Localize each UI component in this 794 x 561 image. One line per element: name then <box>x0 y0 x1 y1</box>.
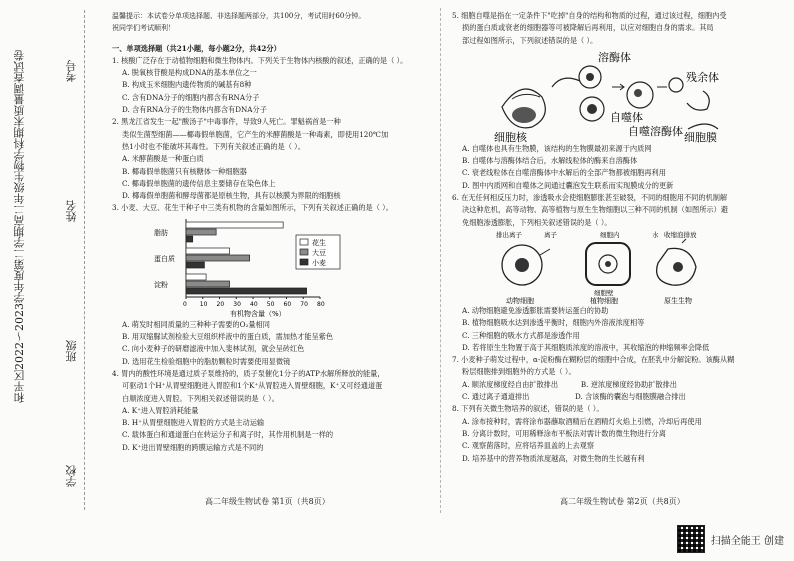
x-tick-label: 20 <box>216 300 225 308</box>
section-heading: 一、单项选择题（共21小题，每小题2分，共42分） <box>112 43 281 53</box>
q4-option-b: B. H⁺从胃壁细胞进入胃腔的方式是主动运输 <box>122 418 265 428</box>
label-vacuole-discharge: 收缩泡排放 <box>664 230 697 239</box>
q8-option-a: A. 涂布接种时，需将涂布器蘸取酒精后在酒精灯火焰上引燃，冷却后再使用 <box>462 416 702 426</box>
bar-花生 <box>186 274 206 280</box>
q8-stem: 8. 下列有关微生物培养的叙述，错误的是（ ）。 <box>452 404 604 414</box>
page-divider <box>440 8 441 513</box>
q3-option-c: C. 向小麦种子的研磨滤液中加入斐林试剂，就会呈砖红色 <box>122 344 305 354</box>
notice-line-1: 温馨提示：本试卷分单项选择题、非选择题两部分，共100分，考试用时60分钟。 <box>112 12 366 20</box>
q6-stem-3: 免细胞渗透膨胀，下列相关叙述错误的是（ ）。 <box>462 217 612 227</box>
q5-option-d: D. 图中内质网和自噬体之间通过囊泡发生联系而实现膜成分的更新 <box>462 180 674 190</box>
q5-option-a: A. 自噬体也具有生物膜，该结构的生物膜最初来源于内质网 <box>462 143 652 153</box>
label-inside-cell: 细胞内 <box>600 230 620 239</box>
bar-花生 <box>186 248 230 254</box>
q1-option-a: A. 脱氧核苷酸是构成DNA的基本单位之一 <box>122 68 257 78</box>
legend-swatch <box>300 249 308 255</box>
class-label: 班级 <box>65 340 78 362</box>
q7-options-cd: C. 通过离子通道排出 D. 含该酶的囊泡与细胞膜融合排出 <box>462 392 686 402</box>
label-expel-ions: 排出离子 <box>496 230 522 239</box>
question-7 <box>452 354 787 403</box>
label-autophagosome: 自噬体 <box>610 110 643 124</box>
page-2 <box>452 10 787 465</box>
page-1 <box>112 10 430 454</box>
caption-plant-cell: 植物细胞 <box>590 296 618 305</box>
exam-no-label: 考号 <box>65 60 78 82</box>
school-label: 学校 <box>65 465 78 487</box>
q6-option-d: D. 若将原生生物置于高于其细胞质浓度的溶液中，其收缩泡的伸缩频率会降低 <box>462 342 710 352</box>
q7-stem-1: 7. 小麦种子萌发过程中，α-淀粉酶在糊粉层的细胞中合成，在胚乳中分解淀粉。该酶从糊 <box>452 355 735 365</box>
q2-option-c: C. 椰毒假单胞菌的遗传信息主要储存在染色体上 <box>122 178 276 188</box>
bar-大豆 <box>186 255 250 261</box>
q1-stem: 1. 核酸广泛存在于动植物细胞和微生物体内。下列关于生物体内核酸的叙述，正确的是（ ）。 <box>112 55 408 65</box>
q6-option-b: B. 植物细胞吸水达到渗透平衡时，细胞内外溶液浓度相等 <box>462 318 645 328</box>
legend-label: 小麦 <box>312 258 326 267</box>
osmotic-cells-diagram <box>482 229 722 305</box>
q4-stem-2: 可驱动1个H⁺从胃壁细胞进入胃腔和1个K⁺从胃腔进入胃壁细胞，K⁺又可经通道蛋 <box>122 381 383 391</box>
name-label: 姓名 <box>65 200 78 222</box>
bar-大豆 <box>186 229 216 235</box>
page-2-footer: 高二年级生物试卷 第2页（共8页） <box>560 497 685 506</box>
x-axis-label: 有机物含量（%） <box>230 309 286 318</box>
q2-stem-3: 热1小时也不能破坏其毒性。下列有关叙述正确的是（ ）。 <box>122 141 305 151</box>
label-lysosome: 溶酶体 <box>598 50 631 64</box>
page-1-footer: 高二年级生物试卷 第1页（共8页） <box>205 497 330 506</box>
q4-option-d: D. K⁺进出胃壁细胞的跨膜运输方式是不同的 <box>122 442 264 452</box>
notice-line-2: 祝同学们考试顺利！ <box>112 24 175 33</box>
category-label: 淀粉 <box>154 280 168 289</box>
question-4 <box>112 368 430 454</box>
binding-strip <box>0 0 100 520</box>
cut-line <box>84 10 85 510</box>
x-tick-label: 40 <box>250 300 258 308</box>
x-tick-label: 70 <box>300 300 308 308</box>
autophagy-diagram <box>492 47 722 143</box>
question-8 <box>452 403 787 464</box>
q4-stem-3: 白顺浓度进入胃腔。下列相关叙述错误的是（ ）。 <box>122 393 279 403</box>
organic-content-chart <box>152 215 352 319</box>
q5-stem-1: 5. 细胞自噬是指在一定条件下"吃掉"自身的结构和物质的过程，通过该过程，细胞内受 <box>452 11 727 20</box>
q3-option-a: A. 萌发时相同质量的三种种子需要的O₂量相同 <box>122 319 270 329</box>
bar-小麦 <box>186 288 307 294</box>
caption-protist: 原生生物 <box>664 296 692 305</box>
q8-option-d: D. 培养基中的营养物质浓度越高，对微生物的生长越有利 <box>462 453 645 463</box>
q4-option-a: A. K⁺进入胃腔消耗能量 <box>122 405 199 415</box>
q8-option-c: C. 观察菌落时，应将培养皿盖的上去观察 <box>462 441 595 451</box>
q2-stem-1: 2. 黑龙江省发生一起"酸汤子"中毒事件，导致9人死亡。罪魁祸首是一种 <box>112 117 341 127</box>
question-3 <box>112 202 430 367</box>
category-label: 蛋白质 <box>154 254 175 263</box>
x-tick-label: 60 <box>283 300 292 308</box>
scanner-watermark <box>677 525 784 553</box>
q7-options-ab: A. 顺浓度梯度经自由扩散排出 B. 逆浓度梯度经协助扩散排出 <box>462 379 677 389</box>
legend-swatch <box>300 259 308 265</box>
q1-option-d: D. 含有RNA分子的生物体内都含有DNA分子 <box>122 105 267 115</box>
x-tick-label: 80 <box>317 300 325 308</box>
label-ions: 离子 <box>544 230 557 239</box>
q3-option-d: D. 选用花生检验细胞中的脂肪颗粒时需要使用显微镜 <box>122 356 291 366</box>
q4-stem-1: 4. 胃内的酸性环境是通过质子泵维持的，质子泵催化1分子的ATP水解所释放的能量， <box>112 368 385 378</box>
q4-option-c: C. 载体蛋白和通道蛋白在转运分子和离子时，其作用机制是一样的 <box>122 430 334 440</box>
x-tick-label: 0 <box>183 300 187 308</box>
x-tick-label: 50 <box>266 300 275 308</box>
bar-小麦 <box>186 236 193 242</box>
question-2 <box>112 116 430 202</box>
label-nucleus: 细胞核 <box>494 130 527 143</box>
q2-stem-2: 类似生菌型细菌——椰毒假单胞菌，它产生的米酵菌酸是一种毒素，即使用120℃加 <box>122 129 389 139</box>
q7-stem-2: 粉层细胞排到细胞外的方式是（ ）。 <box>462 367 576 377</box>
legend-label: 花生 <box>312 238 326 247</box>
bar-小麦 <box>186 262 204 268</box>
label-cell-wall: 细胞壁 <box>594 288 614 297</box>
question-6 <box>452 192 787 354</box>
q8-option-b: B. 分离计数时，可用稀释涂布平板法对需计数的微生物进行分离 <box>462 428 666 438</box>
q3-option-b: B. 用双缩脲试剂检验大豆组织样液中的蛋白质，需加热才能呈紫色 <box>122 332 334 342</box>
label-membrane: 细胞膜 <box>684 130 717 143</box>
caption-animal-cell: 动物细胞 <box>506 296 534 305</box>
q2-option-a: A. 米酵菌酸是一种蛋白质 <box>122 154 204 164</box>
q5-option-c: C. 衰老线粒体在自噬溶酶体中水解后的全部产物都被细胞再利用 <box>462 168 666 178</box>
q2-option-b: B. 椰毒假单胞菌只有核糖体一种细胞器 <box>122 166 247 176</box>
q1-option-c: C. 含有DNA分子的细胞内都含有RNA分子 <box>122 92 260 102</box>
bar-花生 <box>186 222 283 228</box>
q6-stem-2: 决这种危机，高等动物、高等植物与原生生物细胞以三种不同的机制（如图所示）避 <box>462 205 728 215</box>
label-residual-body: 残余体 <box>686 70 719 84</box>
q5-option-b: B. 自噬体与溶酶体结合后，水解线粒体的酶来自溶酶体 <box>462 156 638 166</box>
category-label: 脂肪 <box>154 228 168 237</box>
q6-option-a: A. 动物细胞避免渗透膨胀需要转运蛋白的协助 <box>462 305 609 315</box>
q2-option-d: D. 椰毒假单胞菌和酵母菌都是原核生物，具有以核膜为界限的细胞核 <box>122 191 341 201</box>
question-5 <box>452 10 787 192</box>
q5-stem-3: 部过程如图所示，下列叙述错误的是（ ）。 <box>462 35 598 45</box>
q6-stem-1: 6. 在无任何相反压力时，渗透吸水会使细胞膨胀甚至破裂，不同的细胞用不同的机制解 <box>452 193 728 203</box>
legend-label: 大豆 <box>312 248 326 257</box>
x-tick-label: 30 <box>233 300 241 308</box>
question-1 <box>112 55 430 116</box>
label-autolysosome: 自噬溶酶体 <box>628 124 683 138</box>
q5-stem-2: 损的蛋白质或衰老的细胞器等可被降解后再利用，以应对细胞自身的需求。其局 <box>462 23 714 33</box>
q1-option-b: B. 构成玉米细胞内遗传物质的碱基有8种 <box>122 80 252 90</box>
x-tick-label: 10 <box>199 300 208 308</box>
scanner-label: 扫描全能王 创建 <box>710 535 784 547</box>
label-water: 水 <box>652 230 659 239</box>
q6-option-c: C. 三种细胞的吸水方式都是渗透作用 <box>462 330 580 340</box>
exam-title-vertical: 和平区2022～2023学年度第二学期高二年级生物学科期末质量调查试卷 <box>13 50 26 403</box>
legend-swatch <box>300 239 308 245</box>
bar-大豆 <box>186 281 230 287</box>
q3-stem: 3. 小麦、大豆、花生干种子中三类有机物的含量如图所示，下列有关叙述正确的是（ ）。 <box>112 203 393 213</box>
qr-code-icon <box>677 525 705 553</box>
